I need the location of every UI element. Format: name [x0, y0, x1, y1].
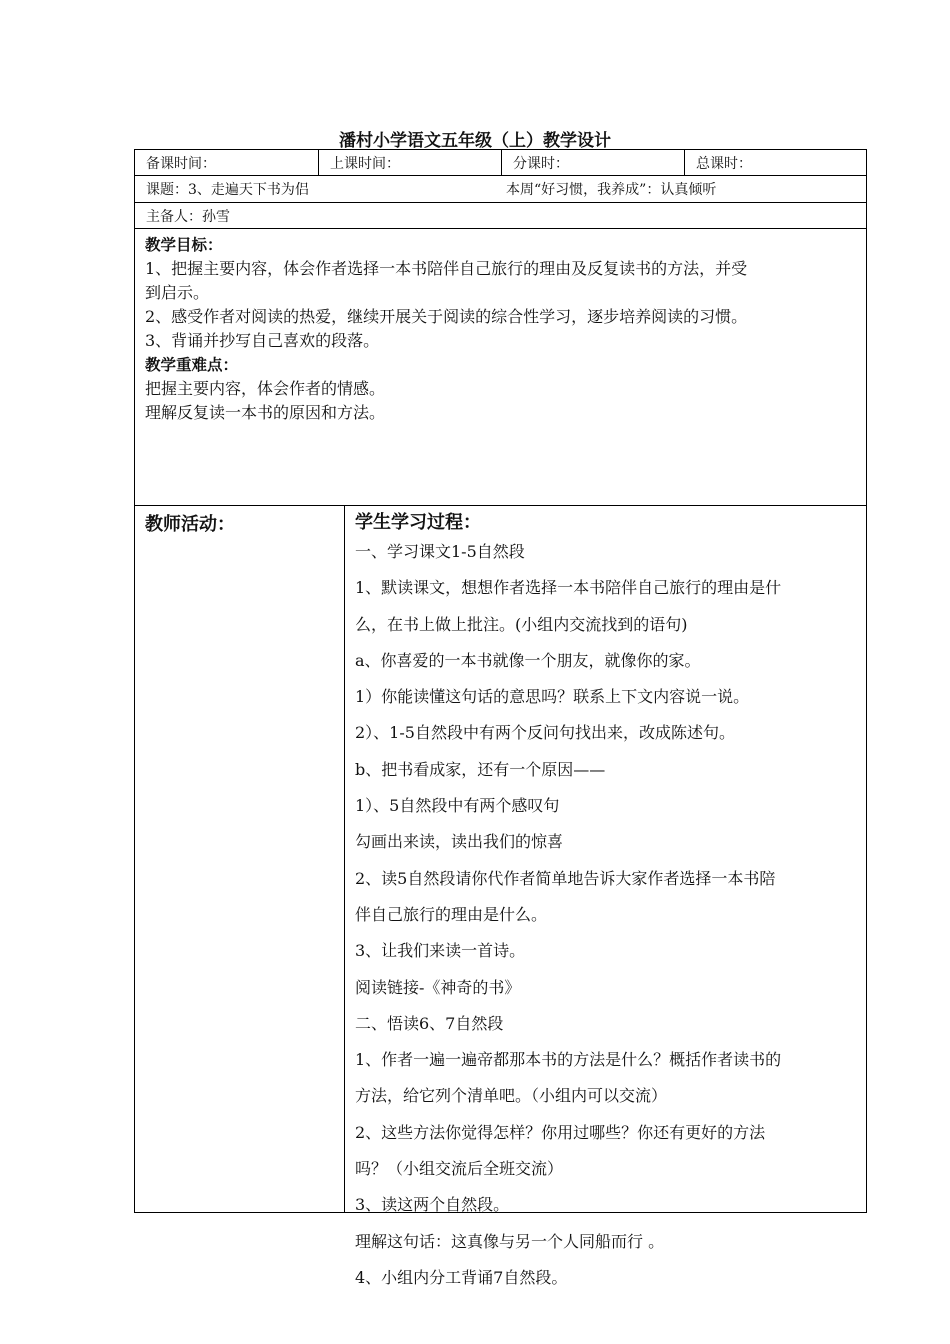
teacher-activities-heading: 教师活动：	[145, 514, 235, 535]
key-point-line: 把握主要内容，体会作者的情感。	[145, 379, 386, 398]
header-row	[135, 150, 866, 176]
process-line: 2、读5自然段请你代作者简单地告诉大家作者选择一本书陪	[355, 868, 776, 888]
process-line: a、你喜爱的一本书就像一个朋友，就像你的家。	[355, 650, 701, 670]
total-periods-cell: 总课时：	[684, 150, 868, 175]
objective-line: 到启示。	[145, 283, 210, 302]
student-process-heading: 学生学习过程：	[355, 512, 481, 533]
process-line: 1）你能读懂这句话的意思吗？联系上下文内容说一说。	[355, 687, 750, 707]
document-title: 潘村小学语文五年级（上）教学设计	[339, 131, 611, 151]
process-line: 1、默读课文，想想作者选择一本书陪伴自己旅行的理由是什	[355, 578, 782, 598]
topic-cell: 课题：3、走遍天下书为侣	[146, 182, 309, 198]
process-line: 3、读这两个自然段。	[355, 1195, 510, 1215]
student-process-lines	[355, 534, 860, 1296]
process-line: 1、作者一遍一遍帝都那本书的方法是什么？概括作者读书的	[355, 1050, 782, 1070]
process-line: 3、让我们来读一首诗。	[355, 941, 526, 961]
objective-line: 3、背诵并抄写自己喜欢的段落。	[145, 331, 380, 350]
process-line: 伴自己旅行的理由是什么。	[355, 904, 548, 924]
teacher-activities-column	[135, 506, 345, 1213]
process-line: b、把书看成家，还有一个原因——	[355, 759, 606, 779]
student-process-column	[345, 506, 866, 1287]
activities-section	[135, 506, 866, 1287]
topic-row	[135, 176, 866, 203]
process-line: 一、学习课文1-5自然段	[355, 542, 525, 561]
objective-line: 2、感受作者对阅读的热爱，继续开展关于阅读的综合性学习，逐步培养阅读的习惯。	[145, 307, 748, 326]
process-line: 方法，给它列个清单吧。（小组内可以交流）	[355, 1086, 668, 1106]
objective-line: 1、把握主要内容，体会作者选择一本书陪伴自己旅行的理由及反复读书的方法，并受	[145, 259, 748, 278]
preparer-cell: 主备人：孙雪	[146, 209, 230, 225]
process-line: 理解这句话：这真像与另一个人同船而行 。	[355, 1231, 665, 1251]
process-line: 2、这些方法你觉得怎样？你用过哪些？你还有更好的方法	[355, 1122, 766, 1142]
habit-cell: 本周“好习惯，我养成”：认真倾听	[506, 182, 717, 198]
process-line: 么，在书上做上批注。(小组内交流找到的语句)	[355, 614, 688, 634]
process-line: 2）、1-5自然段中有两个反问句找出来，改成陈述句。	[355, 723, 735, 743]
process-line: 阅读链接-《神奇的书》	[355, 977, 521, 997]
objectives-heading: 教学目标：	[145, 236, 223, 254]
preparer-row	[135, 203, 866, 229]
objectives-section	[135, 229, 866, 506]
process-line: 1）、5自然段中有两个感叹句	[355, 796, 560, 816]
prep-time-cell: 备课时间：	[146, 156, 216, 172]
process-line: 4、小组内分工背诵7自然段。	[355, 1267, 568, 1287]
process-line: 勾画出来读，读出我们的惊喜	[355, 832, 564, 852]
process-line: 吗？（小组交流后全班交流）	[355, 1159, 564, 1179]
lesson-plan-table	[134, 149, 867, 1287]
key-points-heading: 教学重难点：	[145, 356, 239, 374]
process-line: 二、悟读6、7自然段	[355, 1013, 504, 1033]
period-cell: 分课时：	[501, 150, 684, 175]
class-time-cell: 上课时间：	[318, 150, 501, 175]
key-point-line: 理解反复读一本书的原因和方法。	[145, 403, 386, 422]
